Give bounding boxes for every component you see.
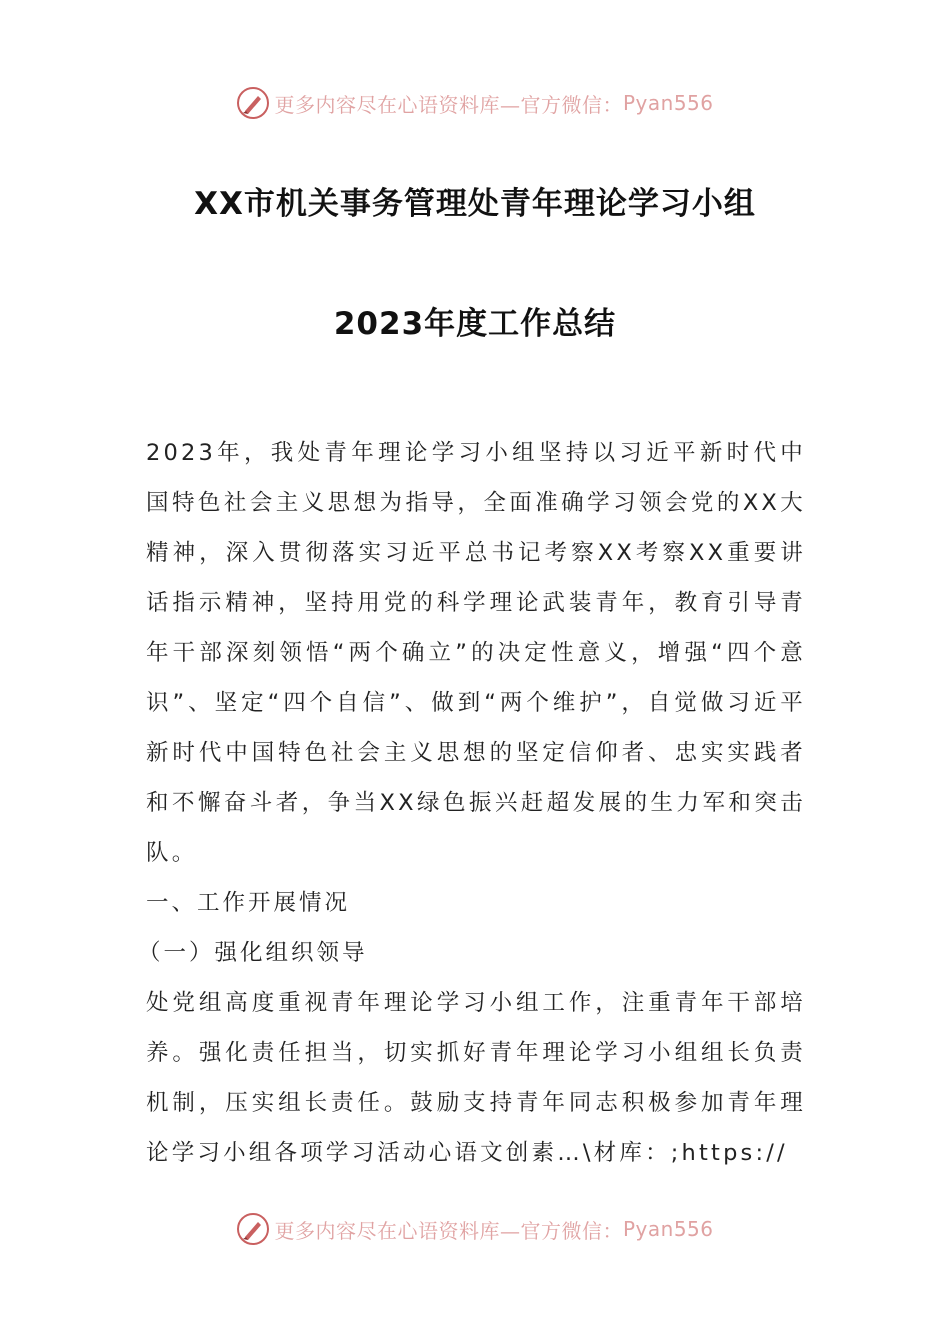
- watermark-handle: Pyan556: [622, 91, 714, 115]
- subsection-heading: （一）强化组织领导: [138, 940, 368, 966]
- subsection-paragraph: 处党组高度重视青年理论学习小组工作，注重青年干部培养。强化责任担当，切实抓好青年理论学习小组组长负责机制，压实组长责任。鼓励支持青年同志积极参加青年理论学习小组各项学习活动心语文创素…\材库：;https://: [146, 990, 806, 1166]
- section-heading: 一、工作开展情况: [146, 890, 351, 916]
- pen-logo-icon: [236, 86, 270, 120]
- watermark-text: 更多内容尽在心语资料库—官方微信：: [274, 1218, 623, 1243]
- watermark-header: [0, 86, 950, 120]
- pen-logo-icon: [236, 1212, 270, 1246]
- watermark-text: 更多内容尽在心语资料库—官方微信：: [274, 92, 623, 117]
- document-title-line2: 2023年度工作总结: [333, 306, 617, 342]
- watermark-footer: [0, 1212, 950, 1246]
- document-body: [138, 428, 806, 1178]
- document-title-line1: XX市机关事务管理处青年理论学习小组: [194, 186, 756, 222]
- intro-paragraph: 2023年，我处青年理论学习小组坚持以习近平新时代中国特色社会主义思想为指导，全面准确学习领会党的XX大精神，深入贯彻落实习近平总书记考察XX考察XX重要讲话指示精神，坚持用党的科学理论武装青年，教育引导青年干部深刻领悟“两个确立”的决定性意义，增强“四个意识”、坚定“四个自信”、做到“两个维护”，自觉做习近平新时代中国特色社会主义思想的坚定信仰者、忠实实践者和不懈奋斗者，争当XX绿色振兴赶超发展的生力军和突击队。: [146, 440, 806, 866]
- watermark-handle: Pyan556: [622, 1217, 714, 1241]
